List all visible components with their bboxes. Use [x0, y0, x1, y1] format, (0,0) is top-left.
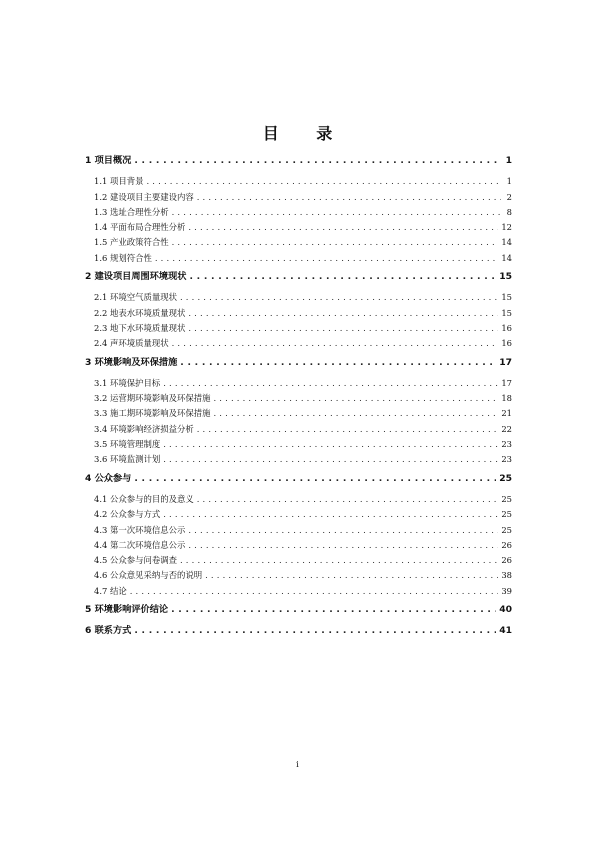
toc-entry-label: 1.4 平面布局合理性分析	[94, 222, 186, 233]
toc-entry-page: 41	[499, 625, 512, 637]
toc-leader-dots	[180, 290, 498, 305]
toc-entry-page: 17	[501, 377, 512, 388]
toc-leader-dots	[172, 205, 501, 220]
toc-leader-dots	[146, 174, 501, 189]
toc-entry-label: 2.3 地下水环境质量现状	[94, 322, 186, 333]
toc-entry-page: 15	[501, 292, 512, 303]
toc-entry-label: 3.3 施工期环境影响及环保措施	[94, 408, 211, 419]
toc-leader-dots	[180, 355, 496, 370]
toc-entry-page: 21	[501, 408, 512, 419]
toc-entry-section[interactable]	[85, 437, 512, 452]
toc-entry-page: 25	[501, 493, 512, 504]
toc-entry-page: 26	[501, 539, 512, 550]
toc-chapter	[85, 623, 512, 638]
toc-chapter	[85, 471, 512, 599]
toc-entry-section[interactable]	[85, 568, 512, 583]
toc-entry-page: 12	[501, 222, 512, 233]
toc-chapter	[85, 602, 512, 617]
toc-entry-page: 39	[501, 585, 512, 596]
toc-entry-label: 4.3 第一次环境信息公示	[94, 524, 186, 535]
toc-leader-dots	[188, 220, 498, 235]
toc-entry-section[interactable]	[85, 220, 512, 235]
toc-entry-label: 2 建设项目周围环境现状	[85, 271, 187, 283]
toc-entry-page: 23	[501, 454, 512, 465]
toc-leader-dots	[205, 568, 498, 583]
toc-entry-page: 2	[506, 191, 512, 202]
toc-entry-section[interactable]	[85, 406, 512, 421]
toc-entry-chapter[interactable]	[85, 602, 512, 617]
toc-entry-section[interactable]	[85, 507, 512, 522]
toc-entry-page: 38	[501, 570, 512, 581]
toc-leader-dots	[163, 452, 498, 467]
toc-entry-label: 1.3 选址合理性分析	[94, 206, 169, 217]
toc-entry-label: 4.7 结论	[94, 585, 127, 596]
toc-entry-section[interactable]	[85, 190, 512, 205]
toc-leader-dots	[188, 523, 498, 538]
toc-entry-section[interactable]	[85, 306, 512, 321]
toc-entry-section[interactable]	[85, 391, 512, 406]
toc-leader-dots	[180, 553, 498, 568]
toc-entry-label: 3 环境影响及环保措施	[85, 356, 178, 368]
toc-entry-page: 1	[506, 176, 512, 187]
toc-entry-section[interactable]	[85, 235, 512, 250]
toc-entry-page: 14	[501, 252, 512, 263]
toc-entry-page: 40	[499, 604, 512, 616]
toc-entry-section[interactable]	[85, 584, 512, 599]
toc-entry-label: 1.2 建设项目主要建设内容	[94, 191, 194, 202]
toc-entry-page: 15	[499, 271, 512, 283]
toc-entry-page: 16	[501, 322, 512, 333]
toc-entry-label: 1.1 项目背景	[94, 176, 144, 187]
toc-entry-section[interactable]	[85, 492, 512, 507]
toc-leader-dots	[188, 321, 498, 336]
toc-leader-dots	[172, 336, 499, 351]
toc-entry-chapter[interactable]	[85, 471, 512, 486]
toc-entry-page: 25	[499, 472, 512, 484]
toc-entry-section[interactable]	[85, 553, 512, 568]
toc-entry-section[interactable]	[85, 336, 512, 351]
toc-entry-label: 3.4 环境影响经济损益分析	[94, 423, 194, 434]
toc-leader-dots	[163, 376, 498, 391]
toc-entry-label: 1.6 规划符合性	[94, 252, 152, 263]
toc-entry-section[interactable]	[85, 205, 512, 220]
toc-entry-section[interactable]	[85, 251, 512, 266]
toc-leader-dots	[197, 492, 499, 507]
toc-entry-page: 8	[506, 206, 512, 217]
toc-entry-section[interactable]	[85, 290, 512, 305]
toc-entry-label: 4 公众参与	[85, 472, 132, 484]
toc-entry-label: 3.1 环境保护目标	[94, 377, 161, 388]
toc-entry-chapter[interactable]	[85, 269, 512, 284]
toc-leader-dots	[163, 437, 498, 452]
toc-entry-page: 15	[501, 307, 512, 318]
toc-leader-dots	[188, 538, 498, 553]
toc-chapter	[85, 269, 512, 351]
toc-entry-page: 25	[501, 509, 512, 520]
toc-entry-label: 4.1 公众参与的目的及意义	[94, 493, 194, 504]
toc-leader-dots	[189, 269, 496, 284]
toc-entry-label: 3.6 环境监测计划	[94, 454, 161, 465]
toc-entry-section[interactable]	[85, 376, 512, 391]
toc-entry-page: 16	[501, 338, 512, 349]
toc-chapter	[85, 355, 512, 468]
toc-entry-label: 6 联系方式	[85, 625, 132, 637]
toc-leader-dots	[171, 602, 496, 617]
toc-entry-page: 14	[501, 237, 512, 248]
toc-entry-chapter[interactable]	[85, 355, 512, 370]
toc-entry-section[interactable]	[85, 422, 512, 437]
toc-leader-dots	[188, 306, 498, 321]
toc-leader-dots	[163, 507, 498, 522]
toc-entry-page: 23	[501, 439, 512, 450]
toc-entry-label: 2.2 地表水环境质量现状	[94, 307, 186, 318]
toc-entry-section[interactable]	[85, 321, 512, 336]
toc-entry-section[interactable]	[85, 452, 512, 467]
toc-entry-section[interactable]	[85, 174, 512, 189]
toc-entry-page: 18	[501, 393, 512, 404]
toc-leader-dots	[134, 623, 496, 638]
toc-entry-page: 22	[501, 423, 512, 434]
toc-entry-chapter[interactable]	[85, 623, 512, 638]
toc-entry-page: 26	[501, 555, 512, 566]
toc-entry-label: 2.1 环境空气质量现状	[94, 292, 177, 303]
toc-entry-page: 17	[499, 356, 512, 368]
toc-entry-label: 4.5 公众参与问卷调查	[94, 555, 177, 566]
toc-entry-label: 5 环境影响评价结论	[85, 604, 169, 616]
toc-entry-label: 3.2 运营期环境影响及环保措施	[94, 393, 211, 404]
toc-entry-section[interactable]	[85, 538, 512, 553]
toc-leader-dots	[134, 153, 501, 168]
toc-leader-dots	[155, 251, 498, 266]
toc-leader-dots	[134, 471, 496, 486]
toc-entry-page: 1	[505, 155, 512, 166]
table-of-contents	[85, 153, 512, 645]
toc-leader-dots	[213, 391, 498, 406]
toc-title: 目 录	[262, 124, 349, 143]
toc-entry-label: 4.2 公众参与方式	[94, 509, 161, 520]
toc-entry-label: 1.5 产业政策符合性	[94, 237, 169, 248]
toc-entry-label: 4.4 第二次环境信息公示	[94, 539, 186, 550]
toc-entry-label: 3.5 环境管理制度	[94, 439, 161, 450]
toc-entry-label: 1 项目概况	[85, 155, 132, 166]
toc-chapter	[85, 153, 512, 266]
toc-entry-section[interactable]	[85, 523, 512, 538]
toc-leader-dots	[172, 235, 499, 250]
toc-entry-chapter[interactable]	[85, 153, 512, 168]
toc-leader-dots	[197, 422, 499, 437]
toc-entry-label: 2.4 声环境质量现状	[94, 338, 169, 349]
toc-entry-page: 25	[501, 524, 512, 535]
toc-entry-label: 4.6 公众意见采纳与否的说明	[94, 570, 203, 581]
toc-leader-dots	[213, 406, 498, 421]
toc-leader-dots	[197, 190, 501, 205]
page-number: i	[296, 760, 299, 770]
toc-leader-dots	[130, 584, 499, 599]
